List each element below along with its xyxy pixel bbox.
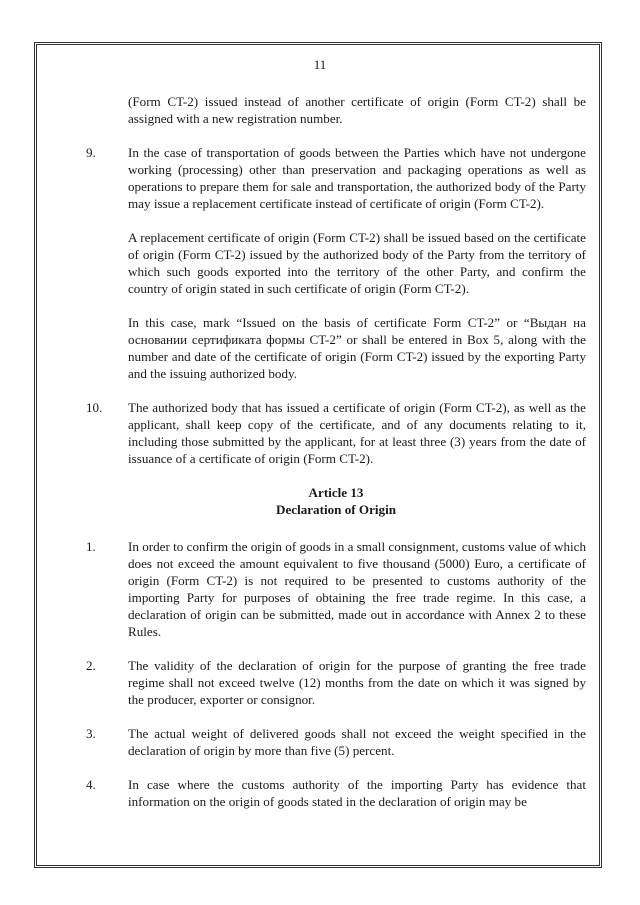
list-item bbox=[86, 399, 586, 467]
article-heading bbox=[86, 484, 586, 518]
paragraph-text: The validity of the declaration of origin for the purpose of granting the free trade regime shall not exceed twelve (12) months from the date on which it was signed by the producer, exporter or consignor. bbox=[128, 658, 586, 707]
paragraph-text: The actual weight of delivered goods shall not exceed the weight specified in the declaration of origin by more than five (5) percent. bbox=[128, 726, 586, 758]
paragraph-text: In the case of transportation of goods between the Parties which have not undergone working (processing) other than preservation and packaging operations as well as operations to prepare them for sale and transportation, the authorized body of the Party may issue a replacement certificate instead of certificate of origin (Form CT-2). bbox=[128, 145, 586, 211]
item-number: 2. bbox=[86, 658, 96, 673]
list-item bbox=[86, 538, 586, 640]
document-body bbox=[86, 93, 586, 827]
paragraph-text: The authorized body that has issued a certificate of origin (Form CT-2), as well as the applicant, shall keep copy of the certificate, and of any documents relating to it, including those submitted by the applicant, for at least three (3) years from the date of issuance of a certificate of origin (Form CT-2). bbox=[128, 400, 586, 466]
list-item bbox=[86, 144, 586, 382]
list-item bbox=[86, 776, 586, 810]
paragraph-text: A replacement certificate of origin (Form CT-2) shall be issued based on the certificate of origin (Form CT-2) issued by the authorized body of the Party from the territory of which such goods exported into the territory of the other Party, and confirm the country of origin stated in such certificate of origin (Form CT-2). bbox=[128, 230, 586, 296]
article-title: Declaration of Origin bbox=[275, 502, 396, 517]
paragraph-text: In this case, mark “Issued on the basis of certificate Form CT-2” or “Выдан на основании сертификата формы CT-2” or shall be entered in Box 5, along with the number and date of the certificate of origin (Form CT-2) issued by the exporting Party and the issuing authorized body. bbox=[128, 315, 586, 381]
item-number: 3. bbox=[86, 726, 96, 741]
numbered-list bbox=[86, 144, 586, 467]
list-item bbox=[86, 657, 586, 708]
paragraph-text: In order to confirm the origin of goods in a small consignment, customs value of which does not exceed the amount equivalent to five thousand (5000) Euro, a certificate of origin (Form CT-2) is not required to be presented to customs authority of the importing Party for purposes of obtaining the free trade regime. In this case, a declaration of origin can be submitted, made out in accordance with Annex 2 to these Rules. bbox=[128, 539, 586, 639]
paragraph-text: (Form CT-2) issued instead of another certificate of origin (Form CT-2) shall be assigned with a new registration number. bbox=[128, 94, 586, 126]
numbered-list bbox=[86, 538, 586, 810]
item-number: 1. bbox=[86, 539, 96, 554]
page-number: 11 bbox=[313, 57, 327, 72]
item-number: 9. bbox=[86, 145, 96, 160]
continued-paragraph bbox=[86, 93, 586, 127]
item-number: 10. bbox=[86, 400, 103, 415]
paragraph-text: In case where the customs authority of the importing Party has evidence that information on the origin of goods stated in the declaration of origin may be bbox=[128, 777, 586, 809]
article-number: Article 13 bbox=[308, 485, 364, 500]
list-item bbox=[86, 725, 586, 759]
item-number: 4. bbox=[86, 777, 96, 792]
